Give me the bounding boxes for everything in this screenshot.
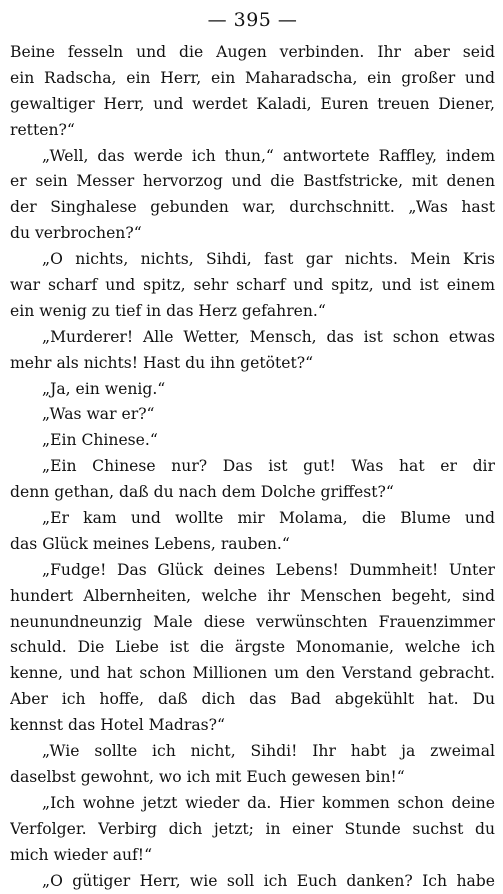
text-line: „Was war er?“ xyxy=(10,402,495,428)
body-text xyxy=(10,40,495,894)
text-line: kenne, und hat schon Millionen um den Verstand gebracht. xyxy=(10,661,495,687)
text-line: „Fudge! Das Glück deines Lebens! Dummheit! Unter xyxy=(10,558,495,584)
text-line: schuld. Die Liebe ist die ärgste Monomanie, welche ich xyxy=(10,635,495,661)
text-line: denn gethan, daß du nach dem Dolche griffest?“ xyxy=(10,480,495,506)
text-line: „O gütiger Herr, wie soll ich Euch danken? Ich habe xyxy=(10,869,495,894)
page-number: — 395 — xyxy=(10,8,495,36)
text-line: war scharf und spitz, sehr scharf und spitz, und ist einem xyxy=(10,273,495,299)
text-line: mehr als nichts! Hast du ihn getötet?“ xyxy=(10,351,495,377)
text-line: „Er kam und wollte mir Molama, die Blume und xyxy=(10,506,495,532)
text-line: der Singhalese gebunden war, durchschnitt. „Was hast xyxy=(10,195,495,221)
text-line: neunundneunzig Male diese verwünschten Frauenzimmer xyxy=(10,610,495,636)
text-line: gewaltiger Herr, und werdet Kaladi, Euren treuen Diener, xyxy=(10,92,495,118)
text-line: „Ein Chinese.“ xyxy=(10,428,495,454)
text-line: ein Radscha, ein Herr, ein Maharadscha, ein großer und xyxy=(10,66,495,92)
book-page xyxy=(10,8,495,894)
text-line: „Ein Chinese nur? Das ist gut! Was hat er dir xyxy=(10,454,495,480)
text-line: das Glück meines Lebens, rauben.“ xyxy=(10,532,495,558)
text-line: „Ja, ein wenig.“ xyxy=(10,377,495,403)
text-line: ein wenig zu tief in das Herz gefahren.“ xyxy=(10,299,495,325)
text-line: du verbrochen?“ xyxy=(10,221,495,247)
text-line: „Well, das werde ich thun,“ antwortete Raffley, indem xyxy=(10,144,495,170)
text-line: Aber ich hoffe, daß dich das Bad abgekühlt hat. Du xyxy=(10,687,495,713)
text-line: kennst das Hotel Madras?“ xyxy=(10,713,495,739)
text-line: Verfolger. Verbirg dich jetzt; in einer Stunde suchst du xyxy=(10,817,495,843)
text-line: „Ich wohne jetzt wieder da. Hier kommen schon deine xyxy=(10,791,495,817)
text-line: retten?“ xyxy=(10,118,495,144)
text-line: „Murderer! Alle Wetter, Mensch, das ist schon etwas xyxy=(10,325,495,351)
text-line: daselbst gewohnt, wo ich mit Euch gewesen bin!“ xyxy=(10,765,495,791)
text-line: „O nichts, nichts, Sihdi, fast gar nichts. Mein Kris xyxy=(10,247,495,273)
text-line: „Wie sollte ich nicht, Sihdi! Ihr habt ja zweimal xyxy=(10,739,495,765)
text-line: er sein Messer hervorzog und die Bastfstricke, mit denen xyxy=(10,169,495,195)
text-line: mich wieder auf!“ xyxy=(10,843,495,869)
text-line: Beine fesseln und die Augen verbinden. Ihr aber seid xyxy=(10,40,495,66)
text-line: hundert Albernheiten, welche ihr Menschen begeht, sind xyxy=(10,584,495,610)
